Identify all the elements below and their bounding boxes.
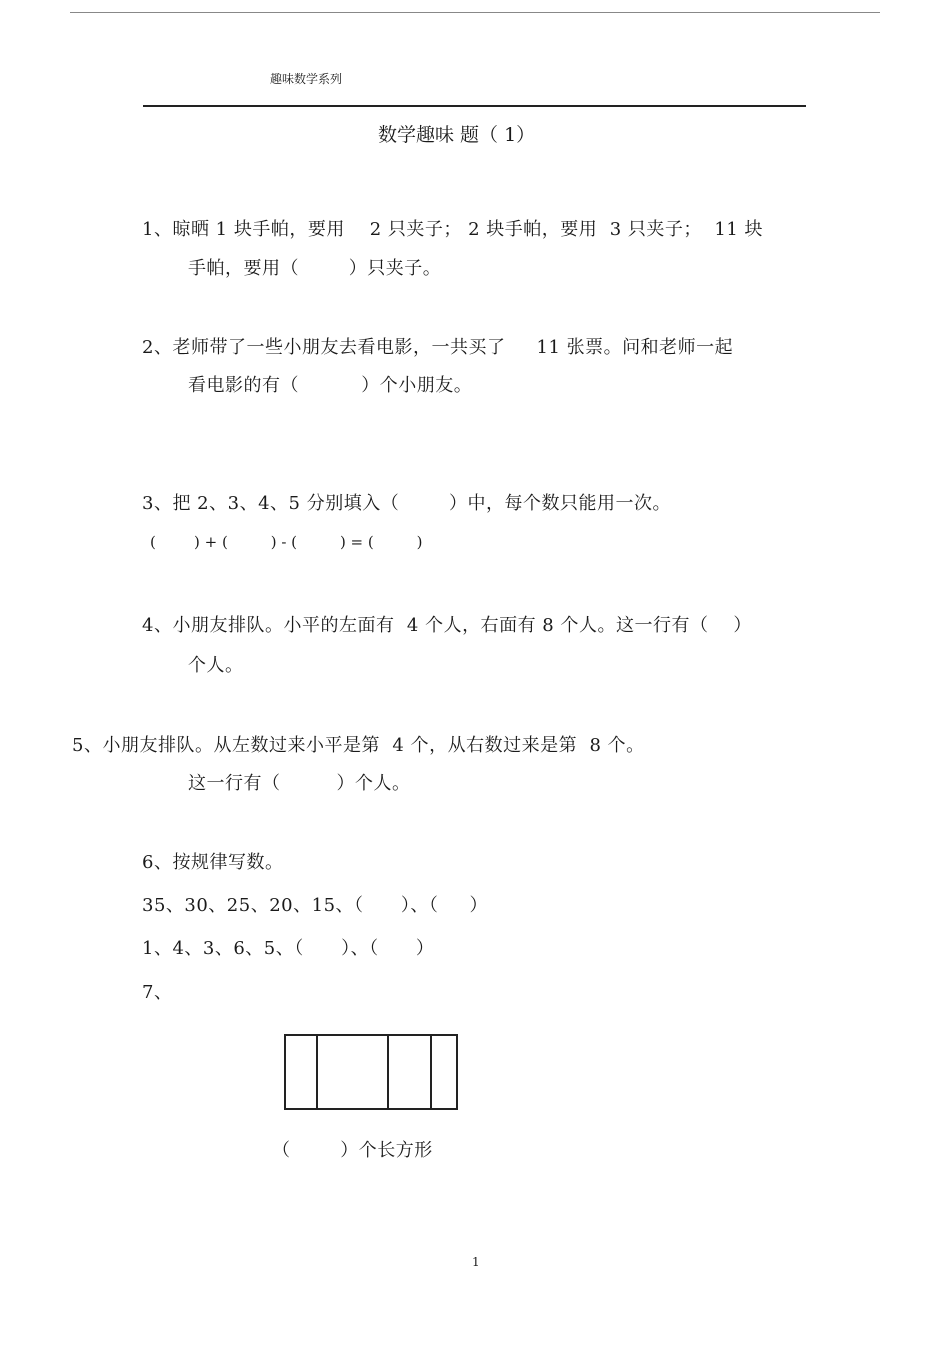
question-1-line-1: 1、晾晒 1 块手帕，要用 2 只夹子； 2 块手帕，要用 3 只夹子； 11 块 bbox=[142, 219, 763, 240]
top-rule bbox=[70, 12, 880, 13]
page-title: 数学趣味 题（ 1） bbox=[378, 124, 536, 146]
question-1-line-2: 手帕，要用（ ）只夹子。 bbox=[188, 258, 442, 279]
question-6-title: 6、按规律写数。 bbox=[142, 852, 284, 873]
question-4-line-1: 4、小朋友排队。小平的左面有 4 个人，右面有 8 个人。这一行有（ ） bbox=[142, 615, 752, 636]
figure-divider-1 bbox=[316, 1036, 318, 1108]
page-number: 1 bbox=[472, 1255, 480, 1269]
question-2-line-1: 2、老师带了一些小朋友去看电影，一共买了 11 张票。问和老师一起 bbox=[142, 337, 734, 358]
question-6-sequence-2: 1、4、3、6、5、（ ）、（ ） bbox=[142, 938, 435, 959]
series-header: 趣味数学系列 bbox=[270, 72, 343, 86]
question-2-line-2: 看电影的有（ ）个小朋友。 bbox=[188, 375, 473, 396]
question-5-line-2: 这一行有（ ）个人。 bbox=[188, 773, 411, 794]
question-7-label: 7、 bbox=[142, 982, 173, 1003]
figure-divider-2 bbox=[387, 1036, 389, 1108]
header-rule bbox=[143, 105, 806, 107]
question-4-line-2: 个人。 bbox=[188, 655, 244, 676]
rectangle-figure bbox=[284, 1034, 458, 1110]
question-6-sequence-1: 35、30、25、20、15、（ ）、（ ） bbox=[142, 895, 488, 916]
question-7-answer: （ ）个长方形 bbox=[272, 1140, 433, 1161]
question-5-line-1: 5、小朋友排队。从左数过来小平是第 4 个，从右数过来是第 8 个。 bbox=[72, 735, 645, 756]
figure-divider-3 bbox=[430, 1036, 432, 1108]
question-3-equation: ( ) + ( ) - ( ) = ( ) bbox=[150, 533, 423, 551]
question-3-line-1: 3、把 2、3、4、5 分别填入（ ）中，每个数只能用一次。 bbox=[142, 493, 671, 514]
